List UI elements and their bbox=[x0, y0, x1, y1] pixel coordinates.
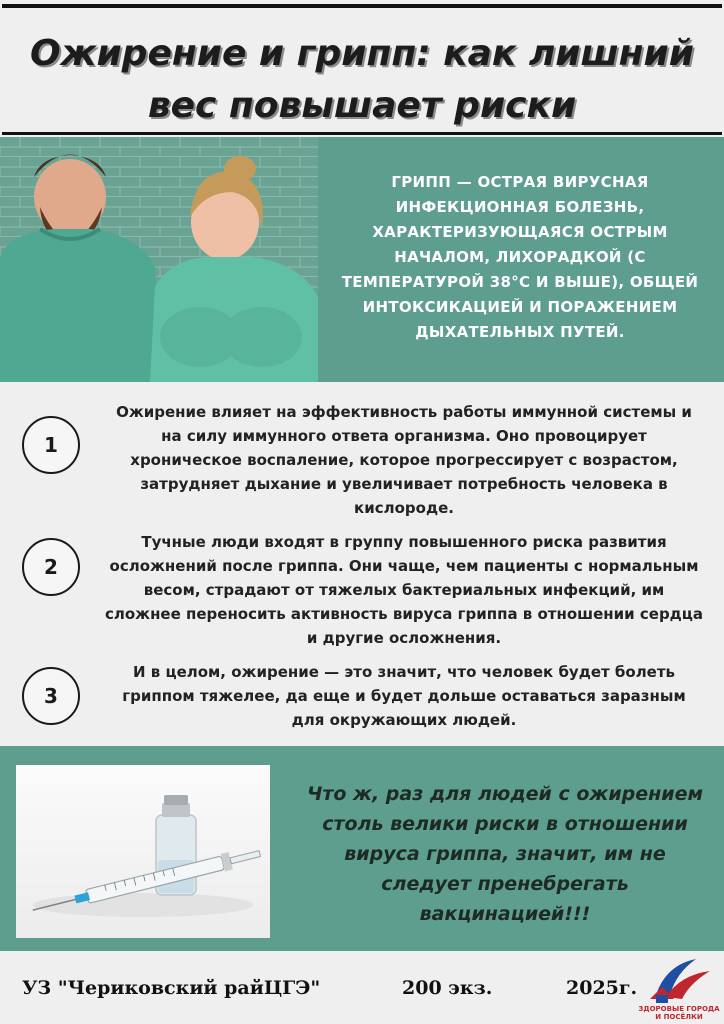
footer-organization: УЗ "Чериковский райЦГЭ" bbox=[22, 977, 321, 999]
point-number-2: 2 bbox=[22, 538, 80, 596]
healthy-cities-logo-icon bbox=[636, 955, 722, 1021]
point-text-1: Ожирение влияет на эффективность работы иммунной системы и на силу иммунного ответа организма. Оно провоцирует хроническое воспаление, которое прогрессирует с возрастом, затрудняет дыхание и увеличивает потребность человека в кислороде. bbox=[116, 403, 692, 517]
logo-caption: ЗДОРОВЫЕ ГОРОДА И ПОСЁЛКИ bbox=[638, 1005, 720, 1021]
footer-copies: 200 экз. bbox=[402, 977, 493, 999]
vial-and-syringe-illustration bbox=[16, 765, 270, 938]
logo-mark bbox=[636, 955, 722, 1005]
vaccine-photo bbox=[16, 765, 270, 938]
couple-photo bbox=[0, 137, 318, 382]
page-title: Ожирение и грипп: как лишний вес повышает риски bbox=[30, 33, 694, 126]
flu-definition: ГРИПП — ОСТРАЯ ВИРУСНАЯ ИНФЕКЦИОННАЯ БОЛЕЗНЬ, ХАРАКТЕРИЗУЮЩАЯСЯ ОСТРЫМ НАЧАЛОМ, ЛИХОРАДКОЙ (С ТЕМПЕРАТУРОЙ 38°С И ВЫШЕ), ОБЩЕЙ ИНТОКСИКАЦИЕЙ И ПОРАЖЕНИЕМ ДЫХАТЕЛЬНЫХ ПУТЕЙ. bbox=[341, 173, 699, 341]
point-number-3: 3 bbox=[22, 667, 80, 725]
title-section bbox=[0, 8, 724, 136]
point-text-2: Тучные люди входят в группу повышенного риска развития осложнений после гриппа. Они чаще, чем пациенты с нормальным весом, страдают от тяжелых бактериальных инфекций, им сложнее переносить активность вируса гриппа в отношении сердца и другие осложнения. bbox=[104, 533, 704, 647]
conclusion-text: Что ж, раз для людей с ожирением столь велики риски в отношении вируса гриппа, значит, им не следует пренебрегать вакцинацией!!! bbox=[307, 783, 703, 925]
point-text-3: И в целом, ожирение — это значит, что человек будет болеть гриппом тяжелее, да еще и будет дольше оставаться заразным для окружающих людей. bbox=[122, 663, 686, 729]
footer-year: 2025г. bbox=[566, 977, 638, 999]
couple-illustration bbox=[0, 137, 318, 382]
point-number-1: 1 bbox=[22, 416, 80, 474]
